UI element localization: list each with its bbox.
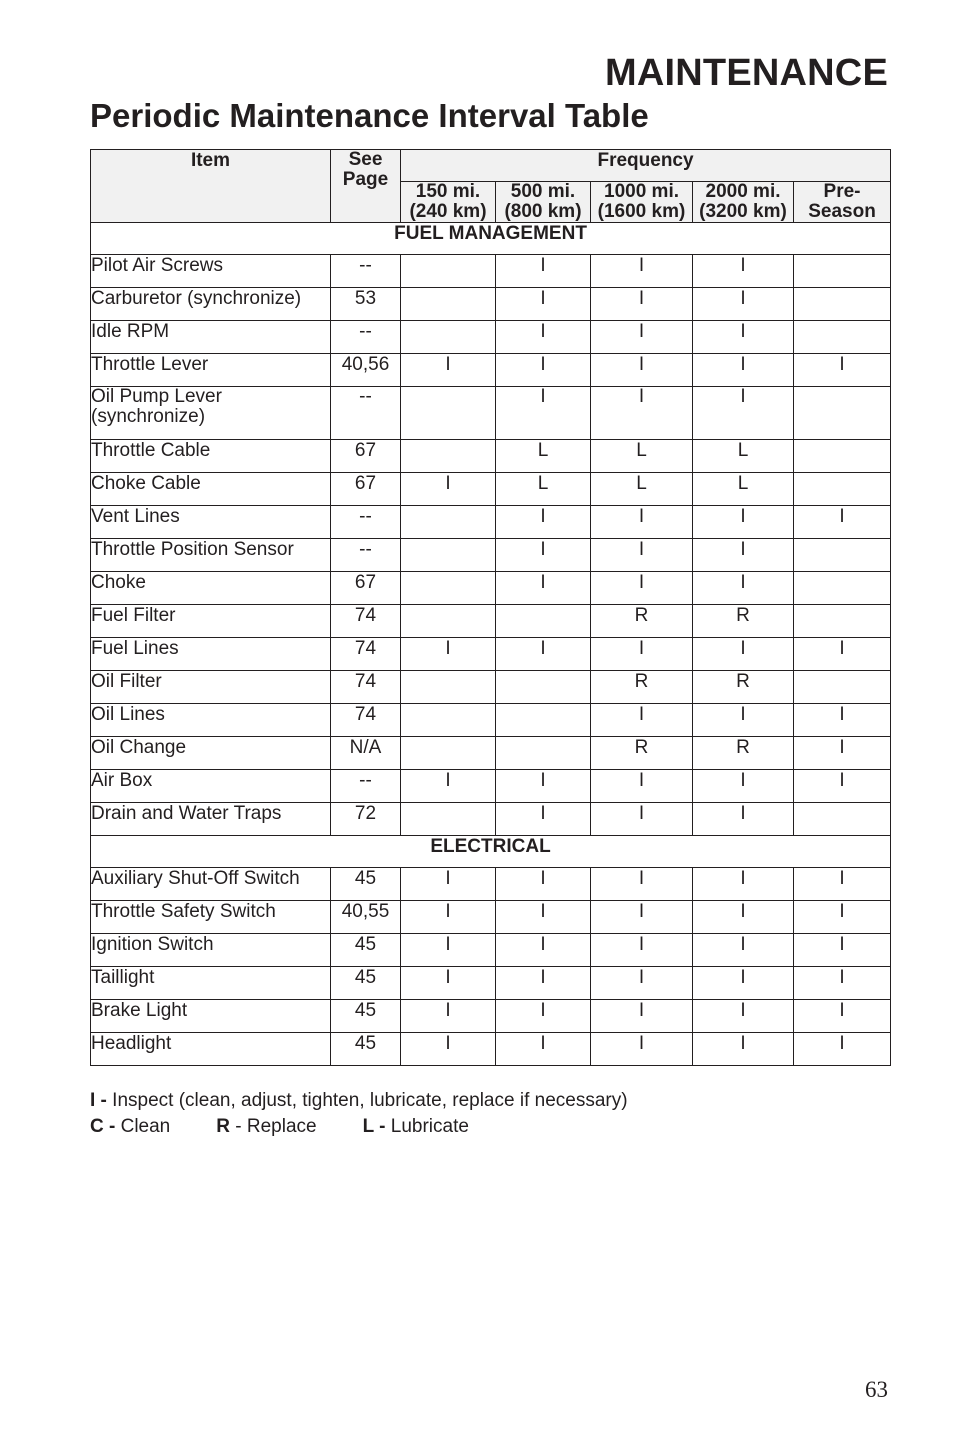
frequency-cell: I [591,934,693,967]
frequency-cell: I [794,868,891,901]
frequency-cell [794,473,891,506]
frequency-cell [794,671,891,704]
see-page-cell: 40,56 [331,354,401,387]
frequency-cell [794,387,891,440]
see-page-cell: 53 [331,288,401,321]
frequency-cell: I [591,506,693,539]
frequency-cell [794,803,891,836]
item-name: Pilot Air Screws [91,255,331,288]
maintenance-interval-table [90,149,891,1066]
frequency-cell: I [794,934,891,967]
item-name: Drain and Water Traps [91,803,331,836]
frequency-cell: I [591,1033,693,1066]
item-name: Auxiliary Shut-Off Switch [91,868,331,901]
frequency-cell [401,440,496,473]
frequency-cell: I [794,354,891,387]
frequency-cell: I [693,967,794,1000]
item-name: Oil Filter [91,671,331,704]
frequency-cell: I [496,255,591,288]
section-header: MAINTENANCE [605,52,888,94]
frequency-cell [401,605,496,638]
see-page-cell: 45 [331,934,401,967]
section-title: ELECTRICAL [91,836,891,868]
frequency-cell: I [591,321,693,354]
frequency-cell [401,737,496,770]
item-name: Throttle Lever [91,354,331,387]
frequency-cell: I [693,539,794,572]
header-see-page [331,150,401,223]
frequency-cell [794,288,891,321]
frequency-cell: I [693,288,794,321]
item-name: Ignition Switch [91,934,331,967]
legend-replace-text: - Replace [229,1116,317,1137]
frequency-cell: I [693,803,794,836]
legend-inspect-text: Inspect (clean, adjust, tighten, lubricate, replace if necessary) [106,1090,628,1111]
legend-lubricate-key: L - [362,1116,386,1137]
frequency-cell [794,572,891,605]
item-name: Fuel Filter [91,605,331,638]
see-page-cell: -- [331,255,401,288]
item-name: Throttle Safety Switch [91,901,331,934]
see-page-cell: 67 [331,473,401,506]
frequency-cell: I [496,1033,591,1066]
frequency-cell: I [591,1000,693,1033]
frequency-cell: I [496,934,591,967]
frequency-cell [794,539,891,572]
item-name: Vent Lines [91,506,331,539]
table-row [91,671,891,704]
frequency-cell [496,671,591,704]
frequency-cell: I [794,770,891,803]
frequency-cell [496,737,591,770]
frequency-cell [401,572,496,605]
legend-clean-text: Clean [115,1116,171,1137]
item-name: Oil Lines [91,704,331,737]
header-interval-500: 500 mi. (800 km) [496,182,591,223]
frequency-cell: I [496,354,591,387]
table-row [91,803,891,836]
legend [90,1088,628,1140]
frequency-cell: R [591,605,693,638]
table-row [91,354,891,387]
frequency-cell: I [794,704,891,737]
frequency-cell: I [401,1000,496,1033]
item-name: Throttle Position Sensor [91,539,331,572]
frequency-cell: I [401,967,496,1000]
legend-replace-key: R [216,1116,230,1137]
frequency-cell: I [693,354,794,387]
frequency-cell [401,803,496,836]
see-page-cell: -- [331,539,401,572]
see-page-cell: -- [331,387,401,440]
frequency-cell: I [496,321,591,354]
see-page-cell: 45 [331,1000,401,1033]
frequency-cell: I [496,803,591,836]
see-page-cell: N/A [331,737,401,770]
see-page-cell: 67 [331,440,401,473]
frequency-cell: I [693,255,794,288]
frequency-cell [794,605,891,638]
frequency-cell: I [794,737,891,770]
frequency-cell: R [591,671,693,704]
frequency-cell: I [591,638,693,671]
frequency-cell: I [693,934,794,967]
frequency-cell: I [693,387,794,440]
item-name: Throttle Cable [91,440,331,473]
frequency-cell: I [591,868,693,901]
frequency-cell: I [591,967,693,1000]
frequency-cell: I [591,354,693,387]
frequency-cell: I [794,1033,891,1066]
frequency-cell: I [693,1000,794,1033]
frequency-cell: I [693,638,794,671]
see-page-cell: -- [331,770,401,803]
frequency-cell: I [693,901,794,934]
frequency-cell: I [496,387,591,440]
frequency-cell: I [496,506,591,539]
frequency-cell [401,539,496,572]
frequency-cell [401,506,496,539]
frequency-cell: R [693,737,794,770]
see-page-cell: 74 [331,605,401,638]
frequency-cell: I [591,901,693,934]
frequency-cell: I [591,770,693,803]
frequency-cell: R [693,605,794,638]
see-page-cell: 74 [331,671,401,704]
frequency-cell: I [693,506,794,539]
legend-line-inspect [90,1088,628,1114]
item-name: Oil Pump Lever (synchronize) [91,387,331,440]
frequency-cell [401,387,496,440]
frequency-cell: I [693,1033,794,1066]
item-name: Fuel Lines [91,638,331,671]
frequency-cell: I [401,473,496,506]
frequency-cell: I [591,288,693,321]
item-name: Choke Cable [91,473,331,506]
frequency-cell: R [693,671,794,704]
frequency-cell: I [693,321,794,354]
legend-line-codes [90,1114,628,1140]
frequency-cell [401,288,496,321]
frequency-cell: I [496,770,591,803]
table-row [91,539,891,572]
frequency-cell: I [401,354,496,387]
item-name: Idle RPM [91,321,331,354]
table-row [91,967,891,1000]
frequency-cell: L [591,440,693,473]
frequency-cell: I [693,770,794,803]
frequency-cell [401,704,496,737]
item-name: Air Box [91,770,331,803]
frequency-cell: I [401,934,496,967]
table-row [91,901,891,934]
frequency-cell [794,321,891,354]
item-name: Headlight [91,1033,331,1066]
header-interval-2000: 2000 mi. (3200 km) [693,182,794,223]
see-page-cell: 74 [331,638,401,671]
see-page-cell: 45 [331,967,401,1000]
frequency-cell: I [591,704,693,737]
frequency-cell: I [401,868,496,901]
frequency-cell [401,255,496,288]
table-row [91,868,891,901]
legend-inspect-key: I - [90,1090,107,1111]
frequency-cell: I [693,704,794,737]
frequency-cell: I [401,638,496,671]
frequency-cell: I [693,868,794,901]
see-page-cell: 72 [331,803,401,836]
table-row [91,288,891,321]
table-row [91,1033,891,1066]
frequency-cell: I [496,1000,591,1033]
table-row [91,440,891,473]
table-row [91,506,891,539]
section-title: FUEL MANAGEMENT [91,223,891,255]
see-page-cell: 40,55 [331,901,401,934]
frequency-cell: I [496,868,591,901]
section-row [91,223,891,255]
frequency-cell: L [496,440,591,473]
section-row [91,836,891,868]
table-row [91,1000,891,1033]
see-page-cell: 74 [331,704,401,737]
item-name: Brake Light [91,1000,331,1033]
header-interval-preseason: Pre- Season [794,182,891,223]
frequency-cell [794,440,891,473]
table-row [91,321,891,354]
frequency-cell [794,255,891,288]
table-row [91,704,891,737]
table-body [91,223,891,1066]
frequency-cell: I [794,967,891,1000]
see-page-cell: 67 [331,572,401,605]
table-row [91,605,891,638]
page-title: Periodic Maintenance Interval Table [90,97,649,134]
frequency-cell: L [693,473,794,506]
legend-lubricate-text: Lubricate [385,1116,469,1137]
frequency-cell: I [496,967,591,1000]
frequency-cell: I [401,1033,496,1066]
frequency-cell: I [591,572,693,605]
frequency-cell [496,704,591,737]
frequency-cell: I [591,255,693,288]
frequency-cell: I [794,506,891,539]
frequency-cell: I [496,638,591,671]
item-name: Choke [91,572,331,605]
see-page-cell: 45 [331,1033,401,1066]
frequency-cell: L [591,473,693,506]
table-row [91,473,891,506]
header-interval-1000: 1000 mi. (1600 km) [591,182,693,223]
item-name: Taillight [91,967,331,1000]
frequency-cell [401,671,496,704]
table-row [91,770,891,803]
table-row [91,387,891,440]
frequency-cell: I [401,770,496,803]
frequency-cell: I [794,1000,891,1033]
table-row [91,255,891,288]
header-interval-150: 150 mi. (240 km) [401,182,496,223]
page-number: 63 [865,1377,888,1402]
frequency-cell [496,605,591,638]
frequency-cell: I [496,901,591,934]
see-page-cell: 45 [331,868,401,901]
header-frequency: Frequency [401,150,891,182]
frequency-cell: I [496,288,591,321]
header-see-page-label: See Page [342,149,389,190]
frequency-cell [401,321,496,354]
legend-clean-key: C - [90,1116,116,1137]
frequency-cell: L [496,473,591,506]
frequency-cell: R [591,737,693,770]
table-row [91,737,891,770]
item-name: Carburetor (synchronize) [91,288,331,321]
frequency-cell: I [693,572,794,605]
frequency-cell: I [591,803,693,836]
frequency-cell: I [794,901,891,934]
frequency-cell: I [496,539,591,572]
header-item: Item [91,150,331,223]
frequency-cell: I [794,638,891,671]
item-name: Oil Change [91,737,331,770]
frequency-cell: I [496,572,591,605]
frequency-cell: I [591,387,693,440]
table-row [91,572,891,605]
table-row [91,934,891,967]
see-page-cell: -- [331,321,401,354]
frequency-cell: L [693,440,794,473]
frequency-cell: I [401,901,496,934]
see-page-cell: -- [331,506,401,539]
table-row [91,638,891,671]
frequency-cell: I [591,539,693,572]
